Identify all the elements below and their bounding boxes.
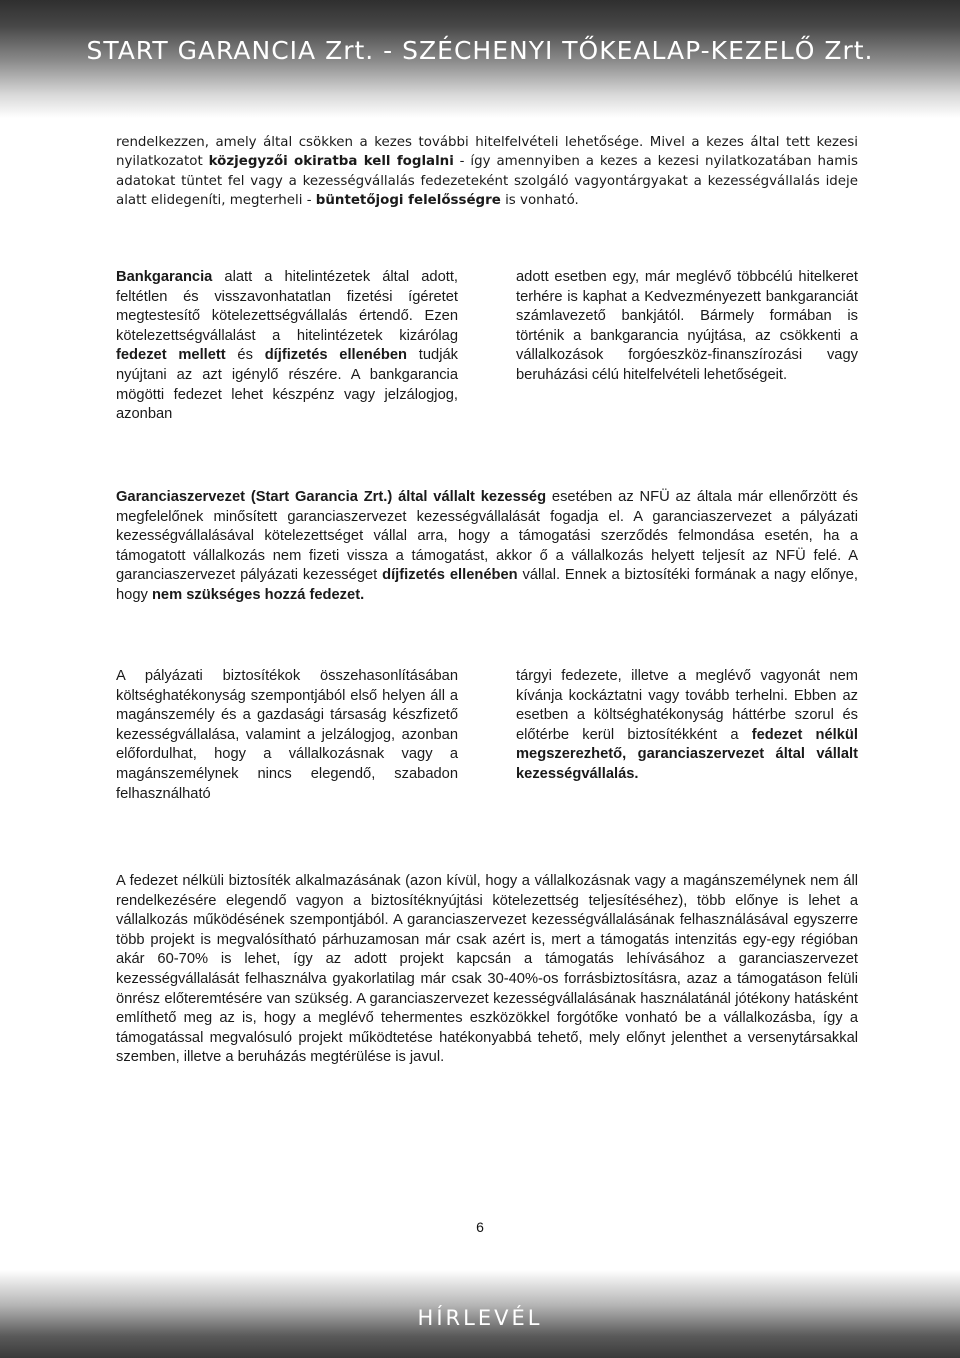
intro-text-2: - így amennyiben a kezes a kezesi nyilatkozatában hamis adatokat tüntet fel vagy a kezességvállalás fedezeteként szolgáló vagyontárgyakat a kezességvállalás ideje alatt elidegeníti, megterheli - bbox=[116, 154, 858, 209]
garancia-text-1: esetében az NFÜ az általa már ellenőrzött és megfelelőnek minősített garanciaszervezet kezességvállalását fogadja el. A garanciaszervezet a pályázati kezességvállalásával kötelezettséget vállal arra, hogy a támogatási szerződés felmondása esetén, ha a támogatott vállalkozás nem fizeti vissza a támogatást, akkor ő a vállalkozás helyett teljesít az NFÜ felé. A garanciaszervezet pályázati kezességet bbox=[116, 489, 858, 584]
intro-paragraph bbox=[116, 133, 858, 211]
bankgarancia-bold-3: díjfizetés ellenében bbox=[264, 347, 408, 364]
bankgarancia-text-3: tudják nyújtani az azt igénylő részére. A bankgarancia mögötti fedezet lehet készpénz vagy jelzálogjog, azonban bbox=[116, 347, 458, 423]
intro-text-1: rendelkezzen, amely által csökken a kezes további hitelfelvételi lehetősége. Mivel a kezes által tett kezesi nyilatkozatot bbox=[116, 135, 858, 170]
intro-bold-2: büntetőjogi felelősségre bbox=[315, 193, 501, 209]
garancia-bold-1: Garanciaszervezet (Start Garancia Zrt.) által vállalt kezesség bbox=[116, 489, 547, 505]
comparison-left-column: A pályázati biztosítékok összehasonlításában költséghatékonyság szempontjából első helyen áll a magánszemély és a gazdasági társaság készfizető kezességvállalása, valamint a jelzálogjog, azonban előfordulhat, hogy a vállalkozásnak vagy a magánszemélynek nincs elegendő, szabadon felhasználható bbox=[116, 668, 458, 802]
bankgarancia-bold-1: Bankgarancia bbox=[116, 269, 213, 285]
comparison-right-column bbox=[516, 667, 858, 785]
garancia-text-2: vállal. Ennek a biztosítéki formának a nagy előnye, hogy bbox=[116, 567, 858, 603]
bankgarancia-text-2: és bbox=[225, 347, 265, 364]
comparison-bold-1: fedezet nélkül megszerezhető, garanciaszervezet által vállalt kezességvállalás. bbox=[516, 726, 858, 782]
garanciaszervezet-paragraph bbox=[116, 488, 858, 606]
garancia-bold-2: díjfizetés ellenében bbox=[382, 567, 518, 584]
intro-text-3: is vonható. bbox=[500, 193, 579, 209]
bankgarancia-right-column: adott esetben egy, már meglévő többcélú hitelkeret terhére is kaphat a Kedvezményezett bankgaranciát számlavezető bankjától. Bármely formában is történik a bankgarancia nyújtása, az csökkenti a vállalkozások forgóeszköz-finanszírozási vagy beruházási célú hitelfelvételi lehetőségeit. bbox=[516, 269, 858, 383]
bankgarancia-left-column bbox=[116, 268, 458, 425]
comparison-text-1: tárgyi fedezete, illetve a meglévő vagyonát nem kívánja kockáztatni vagy tovább terhelni. Ebben az esetben a költséghatékonyság háttérbe szorul és előtérbe kerül biztosítékként a bbox=[516, 668, 858, 743]
bankgarancia-text-1: alatt a hitelintézetek által adott, feltétlen és visszavonhatatlan fizetési ígéretet megtestesítő kötelezettségvállalás értendő. Ezen kötelezettségvállalást a hitelintézetek kizárólag bbox=[116, 269, 458, 344]
closing-paragraph: A fedezet nélküli biztosíték alkalmazásának (azon kívül, hogy a vállalkozásnak vagy a magánszemélynek nem áll rendelkezésére elegendő vagyon a biztosítéknyújtási kötelezettség teljesítéséhez), több előnye is lehet a vállalkozás működésének szempontjából. A garanciaszervezet kezességvállalásának felhasználásával egyszerre több projekt is megvalósítható párhuzamosan már csak azért is, mert a támogatás intenzitás egy-egy régióban akár 60-70% is lehet, így az adott projekt kapcsán a támogatás lehívásához a garanciaszervezet kezességvállalását felhasználva gyakorlatilag már csak 30-40%-os forrásbiztosításra, azaz a támogatáson felüli önrész előteremtésére van szükség. A garanciaszervezet kezességvállalásának használatánál jótékony hatásként említhető meg az is, hogy a meglévő tehermentes eszközökkel forgótőke vonható be a vállalkozásba, így a támogatással megvalósuló projekt működtetése hatékonyabbá tehető, mely előnyt jelenthet a versenytársakkal szemben, illetve a beruházás megtérülése is javul. bbox=[116, 873, 858, 1066]
footer-title: HÍRLEVÉL bbox=[417, 1306, 543, 1330]
intro-bold-1: közjegyzői okiratba kell foglalni bbox=[208, 154, 454, 170]
garancia-bold-3: nem szükséges hozzá fedezet. bbox=[151, 586, 365, 603]
bankgarancia-bold-2: fedezet mellett bbox=[116, 347, 226, 364]
header-title: START GARANCIA Zrt. - SZÉCHENYI TŐKEALAP-KEZELŐ Zrt. bbox=[86, 36, 874, 65]
page-number: 6 bbox=[476, 1219, 484, 1235]
